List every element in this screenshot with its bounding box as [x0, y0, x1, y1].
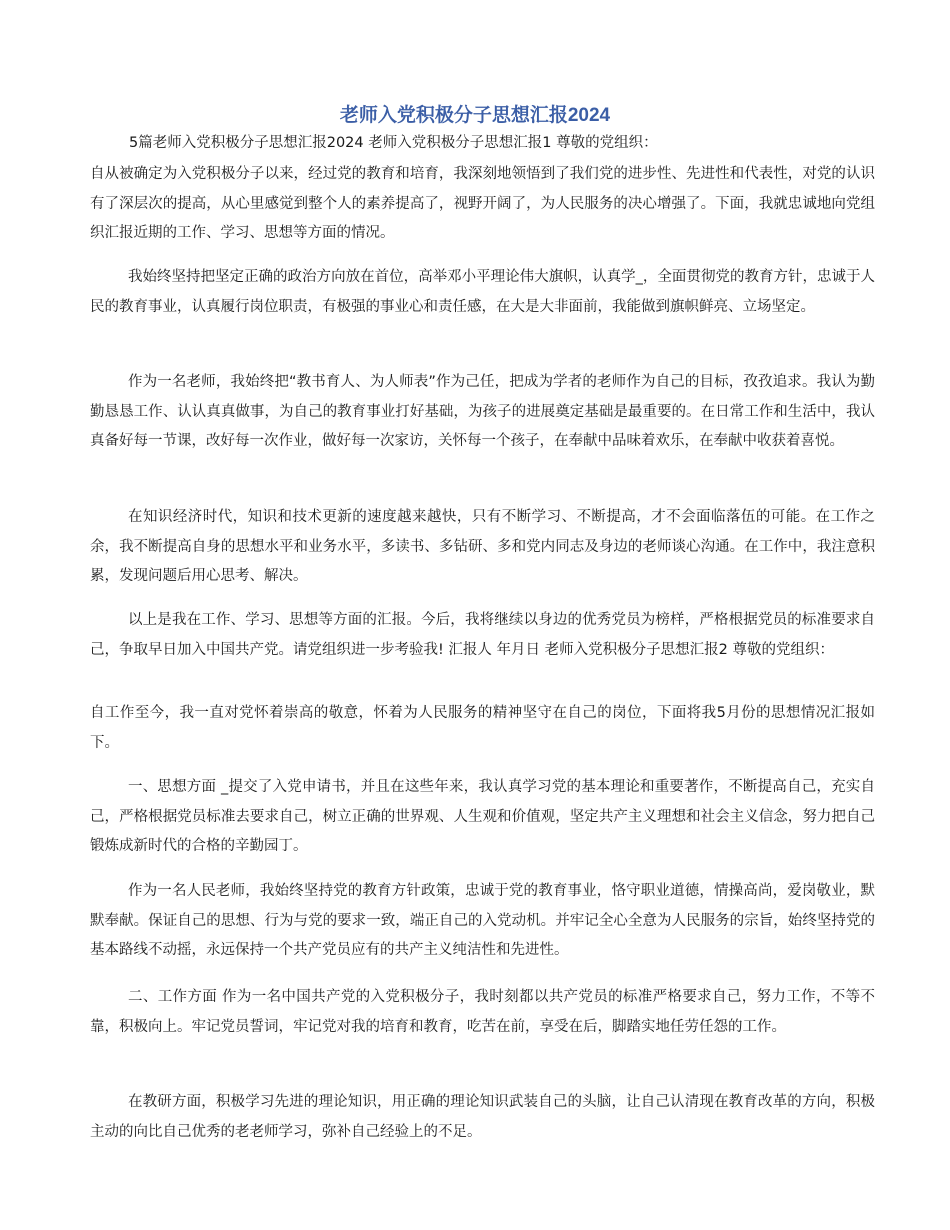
- paragraph-2: 我始终坚持把坚定正确的政治方向放在首位，高举邓小平理论伟大旗帜，认真学_，全面贯彻党的教育方针，忠诚于人民的教育事业，认真履行岗位职责，有极强的事业心和责任感，在大是大非面前，我能做到旗帜鲜亮、立场坚定。: [90, 269, 875, 315]
- paragraph-7: 一、思想方面 _提交了入党申请书，并且在这些年来，我认真学习党的基本理论和重要著作，不断提高自己，充实自己，严格根据党员标准去要求自己，树立正确的世界观、人生观和价值观，坚定共产主义理想和社会主义信念，努力把自己锻炼成新时代的合格的辛勤园丁。: [90, 779, 875, 854]
- paragraph-10: 在教研方面，积极学习先进的理论知识，用正确的理论知识武装自己的头脑，让自己认清现在教育改革的方向，积极主动的向比自己优秀的老老师学习，弥补自己经验上的不足。: [90, 1094, 875, 1140]
- paragraph-3: 作为一名老师，我始终把“教书育人、为人师表”作为己任，把成为学者的老师作为自己的目标，孜孜追求。我认为勤勤恳恳工作、认认真真做事，为自己的教育事业打好基础，为孩子的进展奠定基础是最重要的。在日常工作和生活中，我认真备好每一节课，改好每一次作业，做好每一次家访，关怀每一个孩子，在奉献中品味着欢乐，在奉献中收获着喜悦。: [90, 374, 875, 449]
- paragraph-9: 二、工作方面 作为一名中国共产党的入党积极分子，我时刻都以共产党员的标准严格要求自己，努力工作，不等不靠，积极向上。牢记党员誓词，牢记党对我的培育和教育，吃苦在前，享受在后，脚踏实地任劳任怨的工作。: [90, 989, 875, 1035]
- paragraph-8: 作为一名人民老师，我始终坚持党的教育方针政策，忠诚于党的教育事业，恪守职业道德，情操高尚，爱岗敬业，默默奉献。保证自己的思想、行为与党的要求一致，端正自己的入党动机。并牢记全心全意为人民服务的宗旨，始终坚持党的基本路线不动摇，永远保持一个共产党员应有的共产主义纯洁性和先进性。: [90, 883, 875, 958]
- paragraph-5: 以上是我在工作、学习、思想等方面的汇报。今后，我将继续以身边的优秀党员为榜样，严格根据党员的标准要求自己，争取早日加入中国共产党。请党组织进一步考验我! 汇报人 年月日 老师入党积极分子思想汇报2 尊敬的党组织：: [90, 612, 875, 658]
- paragraph-1: 自从被确定为入党积极分子以来，经过党的教育和培育，我深刻地领悟到了我们党的进步性、先进性和代表性，对党的认识有了深层次的提高，从心里感觉到整个人的素养提高了，视野开阔了，为人民服务的决心增强了。下面，我就忠诚地向党组织汇报近期的工作、学习、思想等方面的情况。: [90, 166, 875, 241]
- document-title: 老师入党积极分子思想汇报2024: [339, 105, 611, 126]
- paragraph-6: 自工作至今，我一直对党怀着崇高的敬意，怀着为人民服务的精神坚守在自己的岗位，下面将我5月份的思想情况汇报如下。: [90, 705, 875, 751]
- paragraph-4: 在知识经济时代，知识和技术更新的速度越来越快，只有不断学习、不断提高，才不会面临落伍的可能。在工作之余，我不断提高自身的思想水平和业务水平，多读书、多钻研、多和党内同志及身边的老师谈心沟通。在工作中，我注意积累，发现问题后用心思考、解决。: [90, 509, 875, 584]
- document-intro: 5篇老师入党积极分子思想汇报2024 老师入党积极分子思想汇报1 尊敬的党组织：: [129, 135, 658, 151]
